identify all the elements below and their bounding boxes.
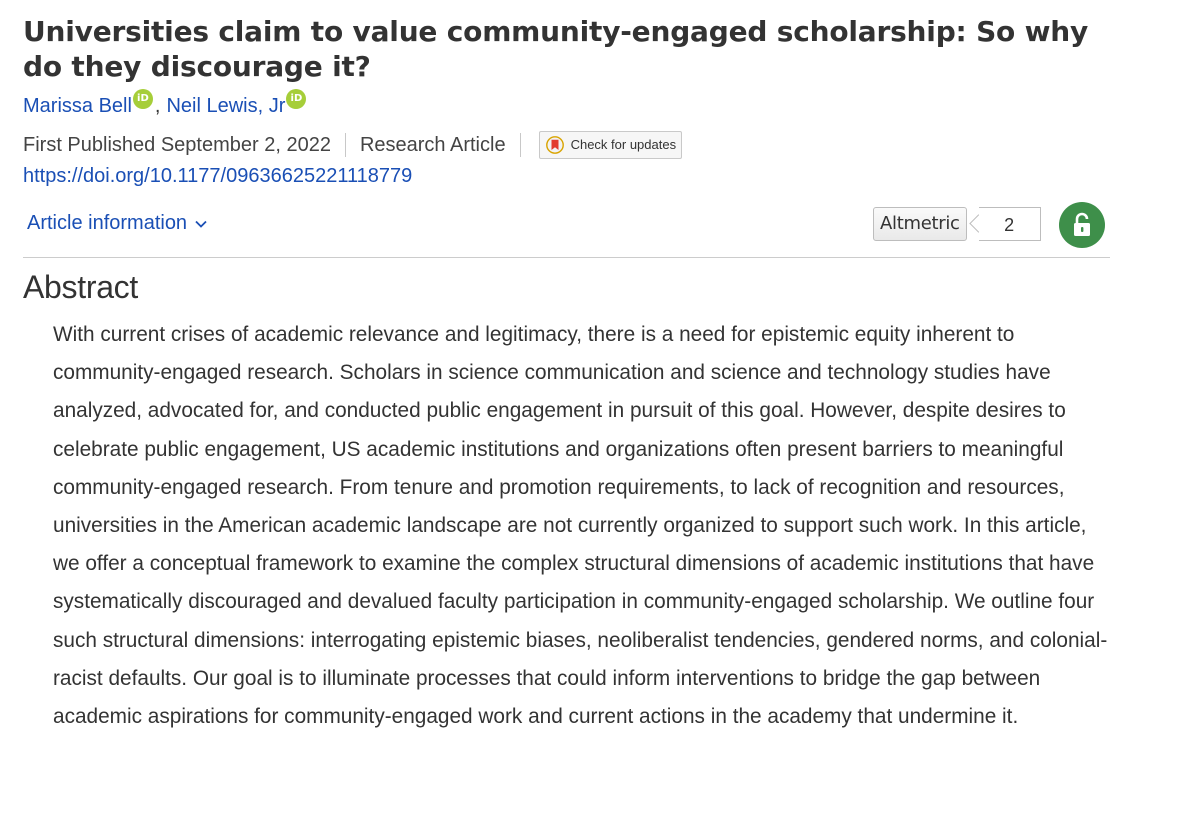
check-for-updates-button[interactable] bbox=[539, 131, 683, 159]
orcid-icon[interactable]: iD bbox=[286, 89, 306, 109]
author-separator: , bbox=[154, 95, 161, 117]
doi-link[interactable]: https://doi.org/10.1177/09636625221118779 bbox=[23, 165, 413, 187]
crossmark-icon bbox=[546, 136, 564, 154]
altmetric-widget[interactable] bbox=[873, 207, 1041, 241]
article-information-label: Article information bbox=[27, 212, 188, 234]
open-access-badge[interactable] bbox=[1059, 202, 1105, 248]
article-info-bar bbox=[23, 207, 1110, 258]
author-list bbox=[23, 93, 1110, 119]
article-information-toggle[interactable] bbox=[27, 212, 207, 235]
author-link-marissa-bell[interactable]: Marissa Bell bbox=[23, 95, 132, 117]
check-for-updates-label: Check for updates bbox=[570, 137, 677, 152]
abstract-heading: Abstract bbox=[23, 269, 138, 305]
meta-divider bbox=[520, 133, 521, 157]
published-date: First Published September 2, 2022 bbox=[23, 134, 331, 156]
abstract-body: With current crises of academic relevance and legitimacy, there is a need for epistemic equity inherent to community-engaged research. Scholars in science communication and science and technology studies have analyzed, advocated for, and conducted public engagement in pursuit of this goal. However, despite desires to celebrate public engagement, US academic institutions and organizations often present barriers to meaningful community-engaged research. From tenure and promotion requirements, to lack of recognition and resources, universities in the American academic landscape are not currently organized to support such work. In this article, we offer a conceptual framework to examine the complex structural dimensions of academic institutions that have systematically discouraged and devalued faculty participation in community-engaged scholarship. We outline four such structural dimensions: interrogating epistemic biases, neoliberalist tendencies, gendered norms, and colonial-racist defaults. Our goal is to illuminate processes that could inform interventions to bridge the gap between academic aspirations for community-engaged work and current actions in the academy that undermine it. bbox=[53, 323, 1108, 729]
unlock-icon bbox=[1071, 212, 1093, 238]
chevron-down-icon bbox=[195, 220, 207, 228]
article-type: Research Article bbox=[359, 134, 506, 156]
publication-meta bbox=[23, 131, 1110, 159]
altmetric-count: 2 bbox=[979, 207, 1041, 241]
article-header bbox=[23, 0, 1110, 736]
altmetric-count-box bbox=[979, 207, 1041, 241]
article-title: Universities claim to value community-engaged scholarship: So why do they discourage it? bbox=[23, 15, 1089, 83]
meta-divider bbox=[345, 133, 346, 157]
author-link-neil-lewis[interactable]: Neil Lewis, Jr bbox=[166, 95, 286, 117]
altmetric-badge[interactable]: Altmetric bbox=[873, 207, 967, 241]
orcid-icon[interactable]: iD bbox=[133, 89, 153, 109]
